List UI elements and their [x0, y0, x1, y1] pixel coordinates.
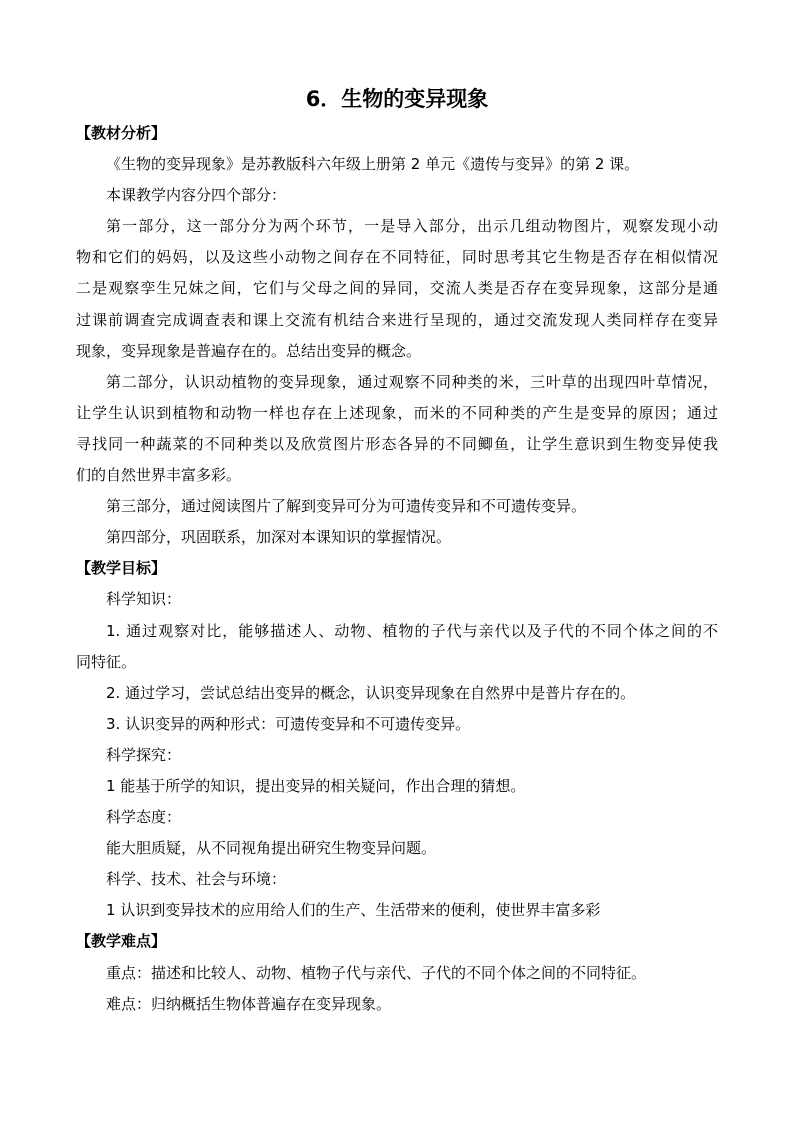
goal-item: 2. 通过学习，尝试总结出变异的概念，认识变异现象在自然界中是普片存在的。: [106, 683, 636, 702]
section-heading-difficulties: 【教学难点】: [76, 932, 167, 951]
subheading-knowledge: 科学知识：: [106, 590, 182, 609]
goal-item: 3. 认识变异的两种形式：可遗传变异和不可遗传变异。: [106, 714, 471, 733]
paragraph-line: 本课教学内容分四个部分：: [106, 186, 287, 205]
subheading-stse: 科学、技术、社会与环境：: [106, 870, 287, 889]
key-point: 重点：描述和比较人、动物、植物子代与亲代、子代的不同个体之间的不同特征。: [106, 963, 647, 982]
paragraph-line: 物和它们的妈妈，以及这些小动物之间存在不同特征，同时思考其它生物是否存在相似情况: [76, 248, 718, 267]
paragraph-line: 第一部分，这一部分分为两个环节，一是导入部分，出示几组动物图片，观察发现小动: [106, 217, 718, 236]
paragraph-line: 们的自然世界丰富多彩。: [76, 466, 242, 485]
section-heading-goals: 【教学目标】: [76, 559, 167, 578]
paragraph-line: 寻找同一种蔬菜的不同种类以及欣赏图片形态各异的不同鲫鱼，让学生意识到生物变异使我: [76, 434, 718, 453]
goal-item-continuation: 同特征。: [76, 652, 137, 671]
paragraph-line: 过课前调查完成调查表和课上交流有机结合来进行呈现的，通过交流发现人类同样存在变异: [76, 310, 718, 329]
paragraph-line: 二是观察孪生兄妹之间，它们与父母之间的异同，交流人类是否存在变异现象，这部分是通: [76, 279, 718, 298]
document-title: 6．生物的变异现象: [305, 87, 489, 111]
subheading-inquiry: 科学探究：: [106, 745, 182, 764]
paragraph-line: 让学生认识到植物和动物一样也存在上述现象，而米的不同种类的产生是变异的原因；通过: [76, 403, 718, 422]
paragraph-line: 现象，变异现象是普遍存在的。总结出变异的概念。: [76, 341, 422, 360]
paragraph-line: 第二部分，认识动植物的变异现象，通过观察不同种类的米，三叶草的出现四叶草情况，: [106, 372, 718, 391]
goal-item: 1 认识到变异技术的应用给人们的生产、生活带来的便利，使世界丰富多彩: [106, 901, 601, 920]
goal-item: 能大胆质疑，从不同视角提出研究生物变异问题。: [106, 839, 437, 858]
goal-item: 1 能基于所学的知识，提出变异的相关疑问，作出合理的猜想。: [106, 776, 526, 795]
paragraph-line: 第四部分，巩固联系，加深对本课知识的掌握情况。: [106, 528, 452, 547]
paragraph-line: 第三部分，通过阅读图片了解到变异可分为可遗传变异和不可遗传变异。: [106, 497, 587, 516]
document-body: [76, 118, 718, 1020]
subheading-attitude: 科学态度：: [106, 808, 182, 827]
section-heading-analysis: 【教材分析】: [76, 124, 167, 142]
paragraph-line: 《生物的变异现象》是苏教版科六年级上册第 2 单元《遗传与变异》的第 2 课。: [106, 155, 640, 174]
goal-item: 1. 通过观察对比，能够描述人、动物、植物的子代与亲代以及子代的不同个体之间的不: [106, 621, 718, 640]
difficult-point: 难点：归纳概括生物体普遍存在变异现象。: [106, 994, 392, 1013]
